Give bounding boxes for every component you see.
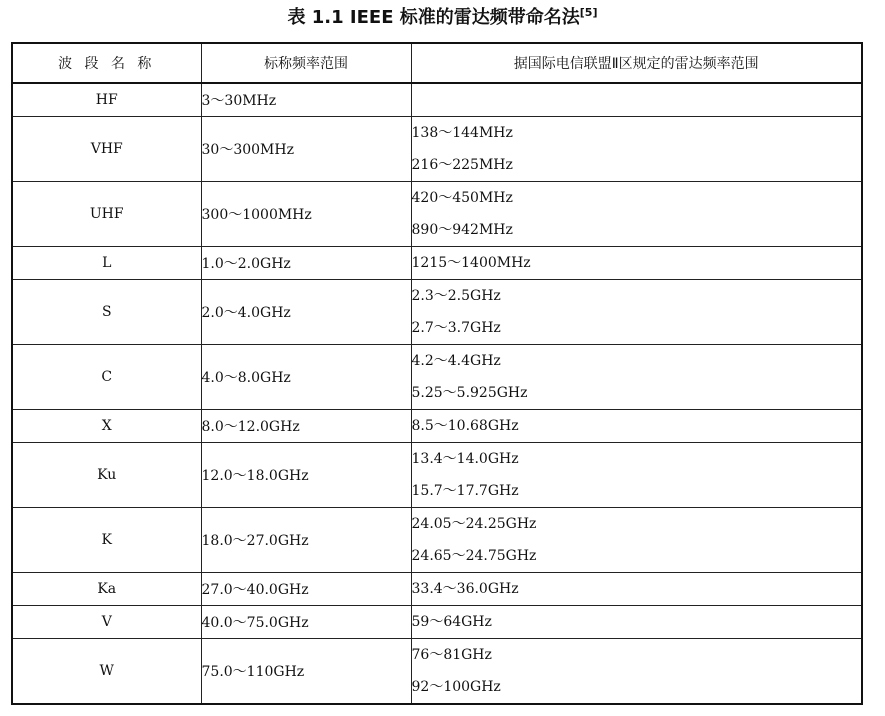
band-name-cell: X <box>12 410 201 443</box>
nominal-range-cell: 1.0～2.0GHz <box>201 247 411 280</box>
table-row <box>12 443 862 508</box>
table-row <box>12 345 862 410</box>
nominal-range-cell: 12.0～18.0GHz <box>201 443 411 508</box>
nominal-range-cell: 4.0～8.0GHz <box>201 345 411 410</box>
itu-range-value: 13.4～14.0GHz <box>411 451 519 467</box>
nominal-range-cell: 27.0～40.0GHz <box>201 573 411 606</box>
itu-range-value: 24.05～24.25GHz <box>411 516 537 532</box>
header-band-name: 波 段 名 称 <box>12 43 201 83</box>
nominal-range-cell: 8.0～12.0GHz <box>201 410 411 443</box>
band-name-cell: HF <box>12 83 201 117</box>
itu-range-cell <box>411 182 862 247</box>
nominal-range-cell: 75.0～110GHz <box>201 639 411 705</box>
itu-range-cell <box>411 573 862 606</box>
band-name-cell: VHF <box>12 117 201 182</box>
itu-range-value: 420～450MHz <box>411 190 513 206</box>
itu-range-value: 138～144MHz <box>411 125 513 141</box>
table-row <box>12 182 862 247</box>
table-caption <box>0 4 885 32</box>
itu-range-value: 4.2～4.4GHz <box>411 353 501 369</box>
itu-range-value: 76～81GHz <box>411 647 492 663</box>
band-name-cell: W <box>12 639 201 705</box>
nominal-range-cell: 2.0～4.0GHz <box>201 280 411 345</box>
table-row <box>12 247 862 280</box>
itu-range-value: 216～225MHz <box>411 157 513 173</box>
table-row <box>12 280 862 345</box>
itu-range-cell <box>411 345 862 410</box>
itu-range-value: 890～942MHz <box>411 222 513 238</box>
table-row <box>12 639 862 705</box>
itu-range-cell <box>411 247 862 280</box>
table-row <box>12 83 862 117</box>
itu-range-value: 33.4～36.0GHz <box>411 581 519 597</box>
table-body <box>12 83 862 704</box>
radar-band-table <box>11 42 863 705</box>
nominal-range-cell: 18.0～27.0GHz <box>201 508 411 573</box>
itu-range-cell <box>411 606 862 639</box>
itu-range-value: 92～100GHz <box>411 679 501 695</box>
itu-range-cell <box>411 443 862 508</box>
band-name-cell: V <box>12 606 201 639</box>
itu-range-cell <box>411 508 862 573</box>
itu-range-value: 5.25～5.925GHz <box>411 385 528 401</box>
itu-range-value: 24.65～24.75GHz <box>411 548 537 564</box>
table-row <box>12 410 862 443</box>
nominal-range-cell: 40.0～75.0GHz <box>201 606 411 639</box>
itu-range-value: 2.7～3.7GHz <box>411 320 501 336</box>
itu-range-cell <box>411 83 862 117</box>
band-name-cell: S <box>12 280 201 345</box>
itu-range-cell <box>411 117 862 182</box>
nominal-range-cell: 3～30MHz <box>201 83 411 117</box>
itu-range-value: 59～64GHz <box>411 614 492 630</box>
table-header <box>12 43 862 83</box>
nominal-range-cell: 30～300MHz <box>201 117 411 182</box>
header-row <box>12 43 862 83</box>
header-itu-range: 据国际电信联盟Ⅱ区规定的雷达频率范围 <box>411 43 862 83</box>
table-row <box>12 508 862 573</box>
band-name-cell: Ka <box>12 573 201 606</box>
table-row <box>12 606 862 639</box>
table-row <box>12 573 862 606</box>
itu-range-value: 8.5～10.68GHz <box>411 418 519 434</box>
nominal-range-cell: 300～1000MHz <box>201 182 411 247</box>
table-row <box>12 117 862 182</box>
itu-range-cell <box>411 280 862 345</box>
band-name-cell: UHF <box>12 182 201 247</box>
caption-reference: [5] <box>579 6 598 19</box>
itu-range-value: 1215～1400MHz <box>411 255 531 271</box>
band-name-cell: K <box>12 508 201 573</box>
band-name-cell: C <box>12 345 201 410</box>
caption-title: IEEE 标准的雷达频带命名法 <box>349 7 580 28</box>
itu-range-cell <box>411 639 862 705</box>
band-name-cell: Ku <box>12 443 201 508</box>
band-name-cell: L <box>12 247 201 280</box>
itu-range-value: 2.3～2.5GHz <box>411 288 501 304</box>
header-nominal-range: 标称频率范围 <box>201 43 411 83</box>
itu-range-cell <box>411 410 862 443</box>
caption-label: 表 1.1 <box>287 7 344 28</box>
itu-range-value: 15.7～17.7GHz <box>411 483 519 499</box>
